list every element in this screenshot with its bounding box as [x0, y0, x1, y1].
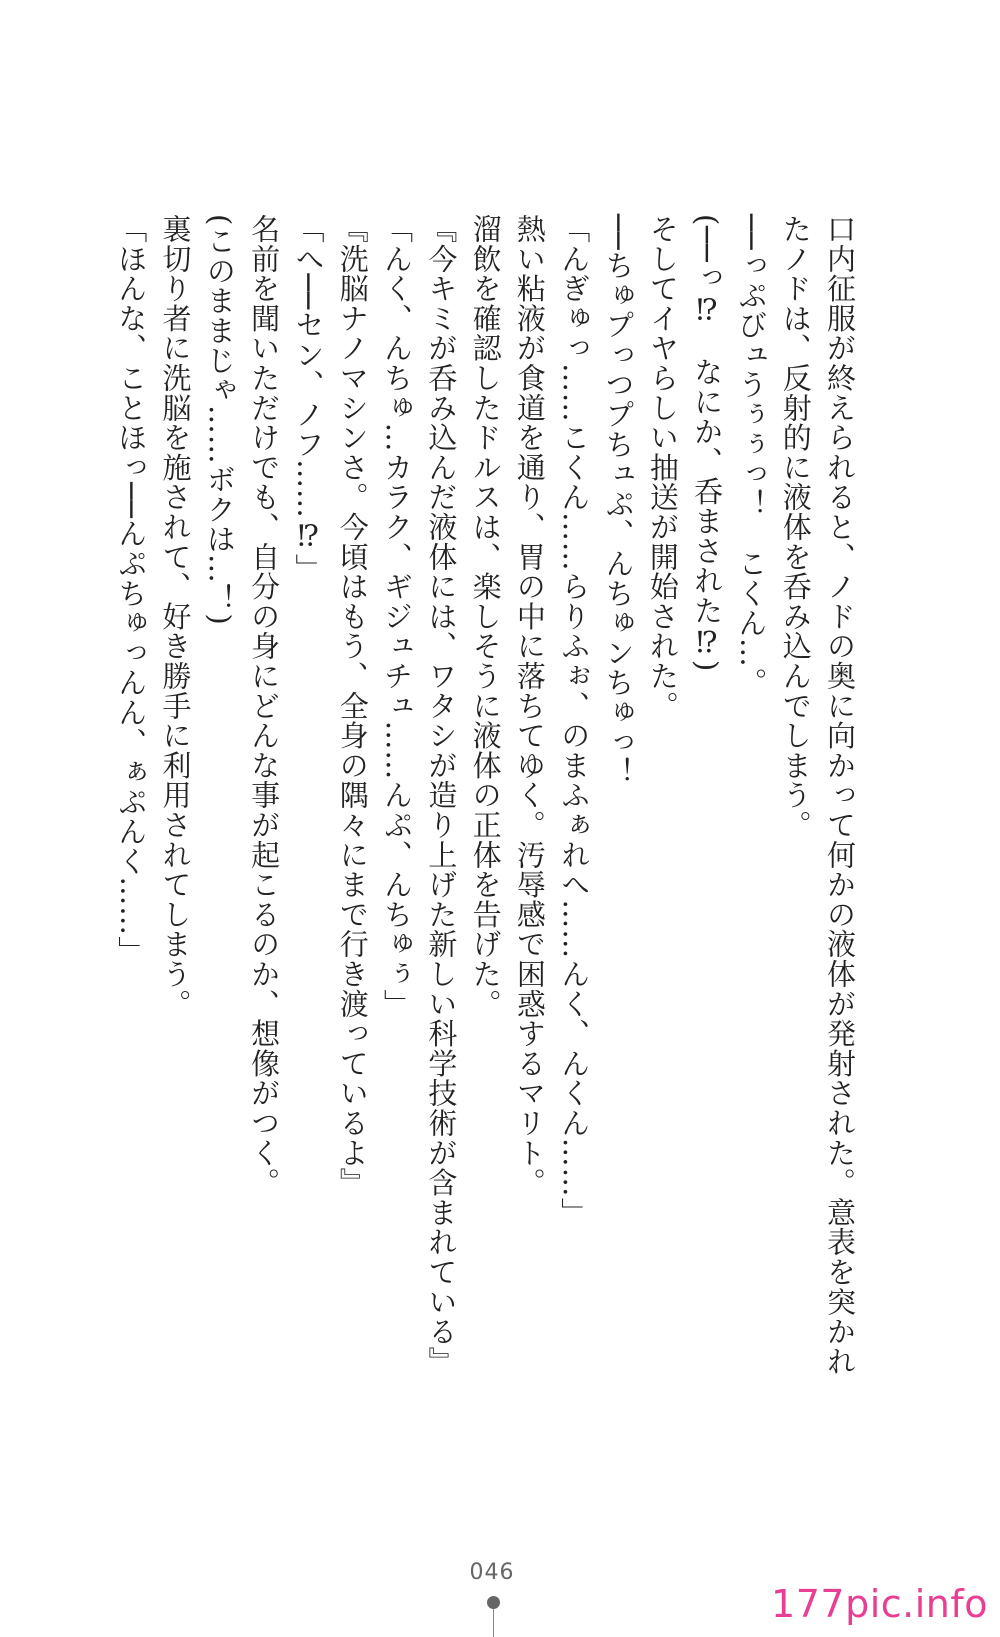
text-line: 「んぎゅっ……こくん……らりふぉ、のまふぁれへ……んく、んくん……」	[557, 214, 592, 1228]
text-line: ──ちゅプっつプちュぷ、んちゅンちゅっ！	[601, 214, 636, 787]
text-line: ──っぷびュうぅぅっ！ こくん…。	[734, 214, 769, 698]
page-number: 046	[469, 1560, 515, 1585]
text-line: たノドは、反射的に液体を呑み込んでしまう。	[778, 214, 813, 840]
novel-text-body	[109, 214, 862, 1377]
text-line: 名前を聞いただけでも、自分の身にどんな事が起こるのか、想像がつく。	[247, 214, 282, 1198]
text-line: 口内征服が終えられると、ノドの奥に向かって何かの液体が発射された。意表を突かれ	[823, 214, 857, 1377]
text-line: 『今キミが呑み込んだ液体には、ワタシが造り上げた新しい科学技術が含まれている』	[424, 214, 459, 1377]
text-line: 「んく、んちゅ…カラク、ギジュチュ……んぷ、んちゅぅ」	[380, 214, 415, 1019]
text-line: 裏切り者に洗脳を施されて、好き勝手に利用されてしまう。	[158, 214, 193, 1019]
text-line: (──っ⁉ なにか、呑まされた⁉)	[690, 214, 725, 673]
watermark: 177pic.info	[771, 1582, 988, 1626]
page-marker-dot	[487, 1596, 500, 1609]
text-line: 熱い粘液が食道を通り、胃の中に落ちてゆく。汚辱感で困惑するマリト。	[512, 214, 547, 1198]
text-line: (このままじゃ……ボクは…！)	[202, 214, 237, 626]
page-marker-line	[493, 1609, 494, 1637]
text-line: 「ほんな、ことほっ──んぷちゅっんん、ぁぷんく……」	[114, 214, 149, 966]
text-line: そしてイヤらしい抽送が開始された。	[645, 214, 680, 721]
text-line: 『洗脳ナノマシンさ。今頃はもう、全身の隅々にまで行き渡っているよ』	[335, 214, 370, 1198]
text-line: 「へ──セン、ノフ……⁉」	[291, 214, 326, 584]
text-line: 溜飲を確認したドルスは、楽しそうに液体の正体を告げた。	[468, 214, 503, 1019]
